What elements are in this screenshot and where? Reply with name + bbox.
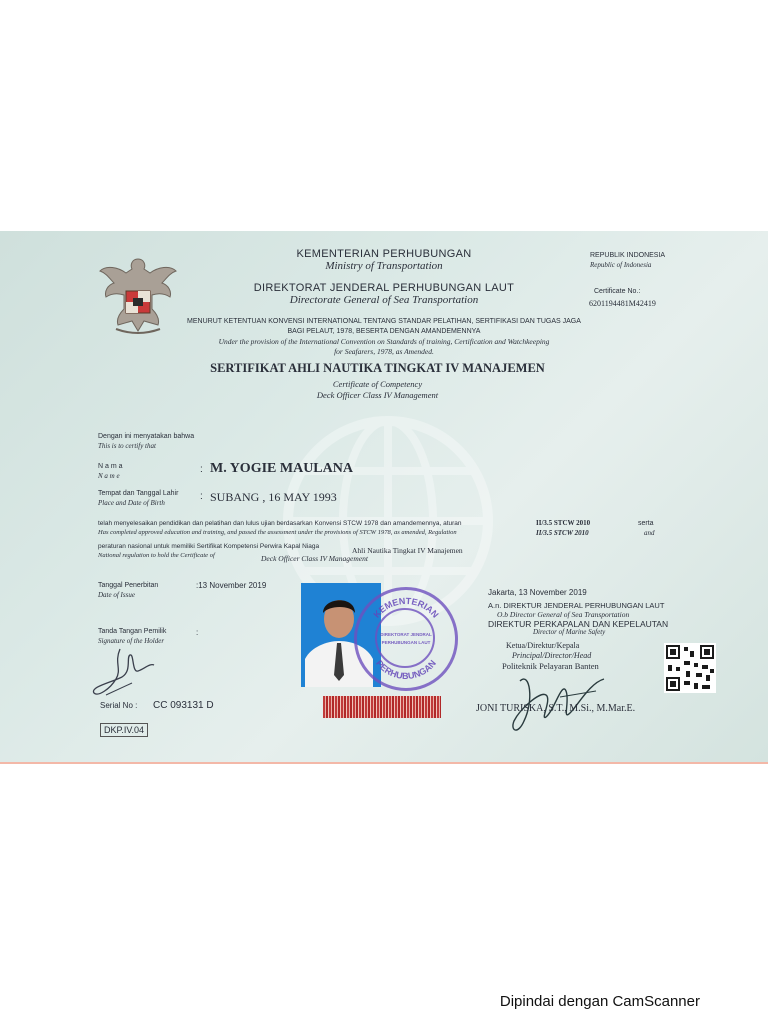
name-colon: : xyxy=(200,464,203,475)
name-label-en: N a m e xyxy=(98,472,120,480)
republic-label-en: Republic of Indonesia xyxy=(590,261,652,269)
certify-label: Dengan ini menyatakan bahwa xyxy=(98,433,195,440)
svg-text:PERHUBUNGAN xyxy=(374,658,438,681)
certificate-title: SERTIFIKAT AHLI NAUTIKA TINGKAT IV MANAJEMEN xyxy=(210,361,545,375)
issue-label: Tanggal Penerbitan xyxy=(98,582,159,589)
regulation-line-en: National regulation to hold the Certificate of xyxy=(98,552,215,559)
stamp-text-ring xyxy=(357,590,455,688)
holder-name: M. YOGIE MAULANA xyxy=(210,461,353,476)
directorate-subtitle: Directorate General of Sea Transportation xyxy=(289,294,479,306)
certificate xyxy=(0,231,768,764)
role-line-3: Politeknik Pelayaran Banten xyxy=(502,661,599,671)
stamp-bottom-text: PERHUBUNGAN xyxy=(374,658,438,682)
serta-label: serta xyxy=(638,520,654,527)
official-stamp xyxy=(354,587,458,691)
birth-label-en: Place and Date of Birth xyxy=(98,499,165,507)
certificate-subtitle-1: Certificate of Competency xyxy=(332,379,423,389)
certify-label-en: This is to certify that xyxy=(98,442,156,450)
certificate-number-label: Certificate No.: xyxy=(594,288,641,295)
director-title-en: Director of Marine Safety xyxy=(533,628,606,636)
competency-value-id: Ahli Nautika Tingkat IV Manajemen xyxy=(352,546,463,555)
certificate-number: 6201194481M42419 xyxy=(589,299,656,308)
role-line-1: Ketua/Direktur/Kepala xyxy=(506,641,580,650)
director-signature-icon xyxy=(500,661,610,741)
serial-label: Serial No : xyxy=(100,701,138,710)
an-line: A.n. DIREKTUR JENDERAL PERHUBUNGAN LAUT xyxy=(488,601,665,610)
republic-label: REPUBLIK INDONESIA xyxy=(590,252,666,259)
completion-line-en: Has completed approved education and training, and passed the assessment under the provisions of STCW 1978, as amended, Regulation xyxy=(98,529,457,536)
birth-label: Tempat dan Tanggal Lahir xyxy=(98,490,179,497)
issue-label-en: Date of Issue xyxy=(98,591,135,599)
security-barcode xyxy=(323,696,441,718)
holder-signature-label-en: Signature of the Holder xyxy=(98,637,165,645)
svg-text:KEMENTERIAN xyxy=(371,596,440,620)
form-code: DKP.IV.04 xyxy=(100,723,148,737)
regulation-id: II/3.5 STCW 2010 xyxy=(536,519,591,527)
place-date: Jakarta, 13 November 2019 xyxy=(488,588,587,597)
serial-number: CC 093131 D xyxy=(153,700,214,711)
convention-line-2: BAGI PELAUT, 1978, BESERTA DENGAN AMANDEMENNYA xyxy=(287,328,481,335)
name-label: N a m a xyxy=(98,463,123,470)
regulation-en: II/3.5 STCW 2010 xyxy=(536,529,589,537)
director-title: DIREKTUR PERKAPALAN DAN KEPELAUTAN xyxy=(488,619,669,629)
certificate-subtitle-2: Deck Officer Class IV Management xyxy=(316,390,439,400)
stamp-top-text: KEMENTERIAN xyxy=(371,595,441,620)
regulation-line-id: peraturan nasional untuk memiliki Sertifikat Kompetensi Perwira Kapal Niaga xyxy=(98,543,320,550)
director-name: JONI TURISKA, S.T., M.Si., M.Mar.E. xyxy=(476,703,636,714)
completion-line-id: telah menyelesaikan pendidikan dan pelatihan dan lulus ujian berdasarkan Konvensi STCW 1978 dan amandemennya, aturan xyxy=(98,520,462,527)
holder-signature-label: Tanda Tangan Pemilik xyxy=(98,628,167,635)
and-label: and xyxy=(644,529,655,537)
issue-date: :13 November 2019 xyxy=(196,581,267,590)
holder-signature-icon xyxy=(92,643,162,701)
convention-line-4: for Seafarers, 1978, as Amended. xyxy=(334,347,434,356)
competency-value-en: Deck Officer Class IV Management xyxy=(261,554,368,563)
ministry-title: KEMENTERIAN PERHUBUNGAN xyxy=(296,248,472,260)
convention-line-1: MENURUT KETENTUAN KONVENSI INTERNATIONAL TENTANG STANDAR PELATIHAN, SERTIFIKASI DAN TUGAS JAGA xyxy=(187,318,581,325)
birth-value: SUBANG , 16 MAY 1993 xyxy=(210,490,337,504)
directorate-title: DIREKTORAT JENDERAL PERHUBUNGAN LAUT xyxy=(253,282,515,294)
qr-code-icon xyxy=(664,643,716,693)
birth-colon: : xyxy=(200,491,203,502)
stamp-inner-line-1: DIREKTORAT JENDRAL xyxy=(380,632,432,637)
holder-signature-colon: : xyxy=(196,628,199,637)
convention-line-3: Under the provision of the International Convention on Standards of training, Certification and Watchkeeping xyxy=(218,337,550,346)
ob-line: O.b Director General of Sea Transportation xyxy=(497,610,630,619)
stamp-inner-line-2: PERHUBUNGAN LAUT xyxy=(381,640,431,645)
scanner-watermark: Dipindai dengan CamScanner xyxy=(499,993,700,1010)
ministry-subtitle: Ministry of Transportation xyxy=(325,260,443,272)
role-line-2: Principal/Director/Head xyxy=(512,651,592,660)
